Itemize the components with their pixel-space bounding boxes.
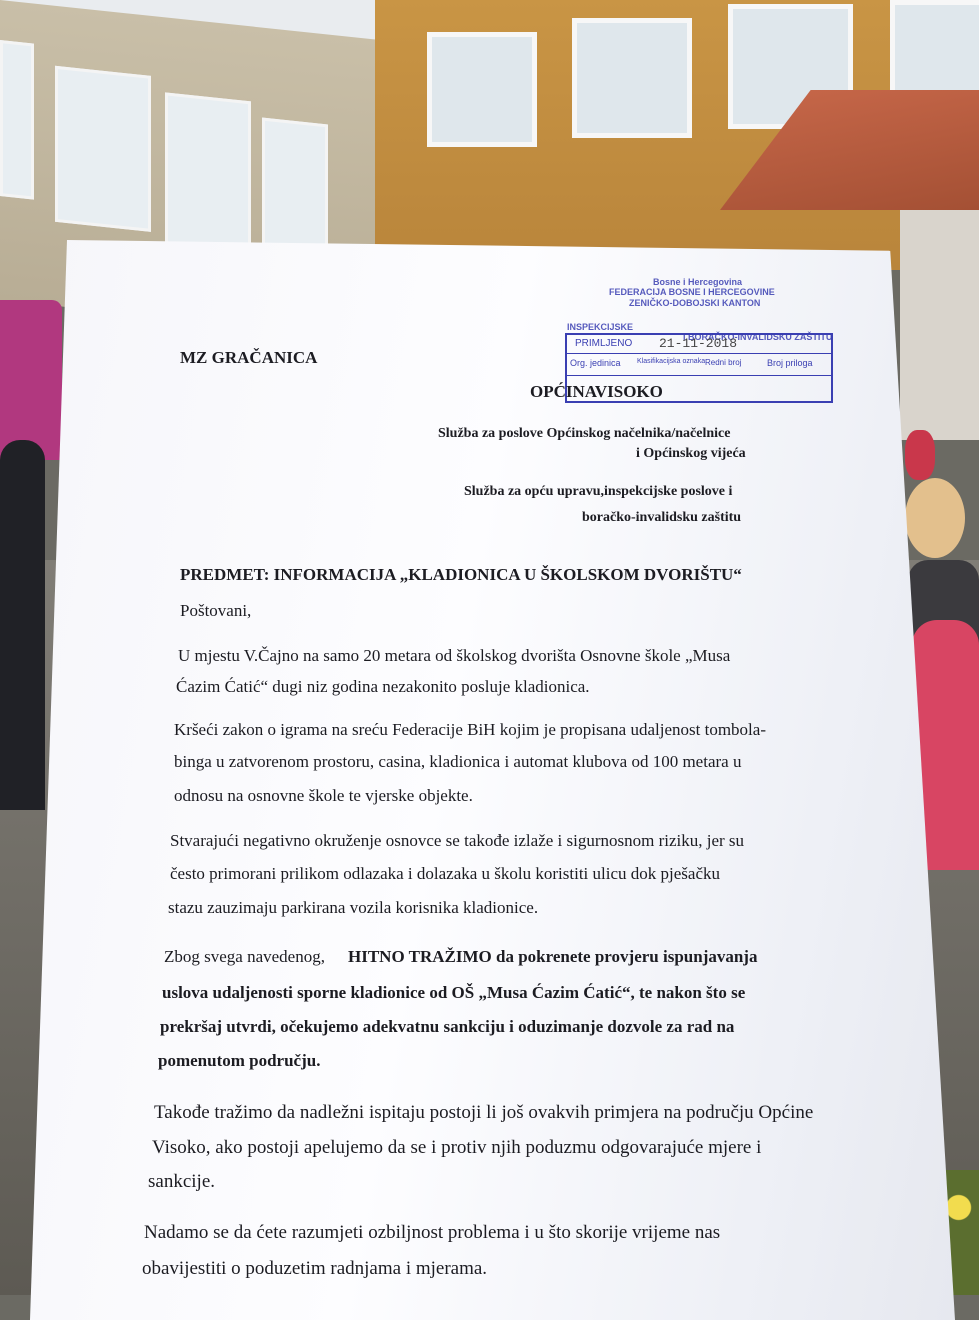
paragraph-4-bold-line: uslova udaljenosti sporne kladionice od OŠ „Musa Ćazim Ćatić“, te nakon što se (162, 983, 746, 1002)
person-left (0, 440, 45, 810)
stamp-col-number: Redni broj (705, 358, 742, 367)
window (427, 32, 537, 147)
entrance-porch (900, 210, 979, 440)
paragraph-1-line: U mjestu V.Čajno na samo 20 metara od školskog dvorišta Osnovne škole „Musa (178, 646, 731, 665)
service-1-line-2: i Općinskog vijeća (636, 446, 746, 461)
paragraph-4-bold-line: pomenutom području. (158, 1051, 321, 1070)
paragraph-4-bold-line: HITNO TRAŽIMO da pokrenete provjeru ispunjavanja (348, 947, 758, 966)
paragraph-6-line: obavijestiti o poduzetim radnjama i mjerama. (142, 1258, 488, 1279)
purple-van (0, 300, 62, 460)
stamp-text: FEDERACIJA BOSNE I HERCEGOVINE (609, 287, 775, 297)
stamp-col-org: Org. jedinica (570, 358, 621, 368)
service-2-line-2: boračko-invalidsku zaštitu (582, 510, 742, 525)
service-2-line-1: Služba za opću upravu,inspekcijske poslove i (464, 484, 733, 499)
paragraph-5-line: Takođe tražimo da nadležni ispitaju postoji li još ovakvih primjera na području Općine (154, 1102, 814, 1123)
greeting: Poštovani, (180, 601, 252, 620)
stamp-col-attachments: Broj priloga (767, 358, 813, 368)
stamp-row-divider (567, 375, 831, 376)
stamp-date: 21-11-2018 (659, 336, 738, 351)
stamp-text: Bosne i Hercegovina (653, 277, 743, 287)
girl-head (905, 478, 965, 558)
paragraph-5-line: sankcije. (148, 1171, 216, 1192)
stamp-text: ZENIČKO-DOBOJSKI KANTON (629, 298, 761, 308)
paragraph-3-line: Stvarajući negativno okruženje osnovce se takođe izlaže i sigurnosnom riziku, jer su (170, 831, 745, 850)
stamp-text: INSPEKCIJSKE (567, 322, 634, 332)
paragraph-1-line: Ćazim Ćatić“ dugi niz godina nezakonito posluje kladionica. (176, 677, 590, 696)
paragraph-2-line: odnosu na osnovne škole te vjerske objekte. (174, 786, 473, 805)
recipient: OPĆINAVISOKO (530, 382, 663, 401)
window (55, 66, 151, 232)
stamp-col-class: Klasifikacijska oznaka (637, 358, 706, 365)
stamp-received-label: PRIMLJENO (575, 338, 633, 349)
paragraph-2-line: binga u zatvorenom prostoru, casina, kladionica i automat klubova od 100 metara u (174, 752, 742, 771)
sender: MZ GRAČANICA (180, 348, 318, 367)
window (0, 40, 34, 200)
child-red-hat (905, 430, 935, 480)
stamp-text: I BORAČKO-INVALIDSKU ZAŠTITU (683, 332, 833, 342)
service-1-line-1: Služba za poslove Općinskog načelnika/načelnice (438, 426, 731, 441)
window (165, 92, 251, 257)
paragraph-6-line: Nadamo se da ćete razumjeti ozbiljnost problema i u što skorije vrijeme nas (144, 1222, 721, 1243)
paragraph-4-lead: Zbog svega navedenog, (164, 947, 325, 966)
stamp-row-divider (567, 353, 831, 354)
window (572, 18, 692, 138)
paragraph-3-line: često primorani prilikom odlazaka i dolazaka u školu koristiti ulicu dok pješačku (170, 864, 721, 883)
paragraph-4-bold-line: prekršaj utvrdi, očekujemo adekvatnu sankciju i oduzimanje dozvole za rad na (160, 1017, 735, 1036)
subject: PREDMET: INFORMACIJA „KLADIONICA U ŠKOLSKOM DVORIŠTU“ (180, 565, 742, 584)
paragraph-5-line: Visoko, ako postoji apelujemo da se i protiv njih poduzmu odgovarajuće mjere i (152, 1137, 762, 1158)
paragraph-3-line: stazu zauzimaju parkirana vozila korisnika kladionice. (168, 898, 539, 917)
paragraph-2-line: Kršeći zakon o igrama na sreću Federacije BiH kojim je propisana udaljenost tombola- (174, 720, 766, 739)
